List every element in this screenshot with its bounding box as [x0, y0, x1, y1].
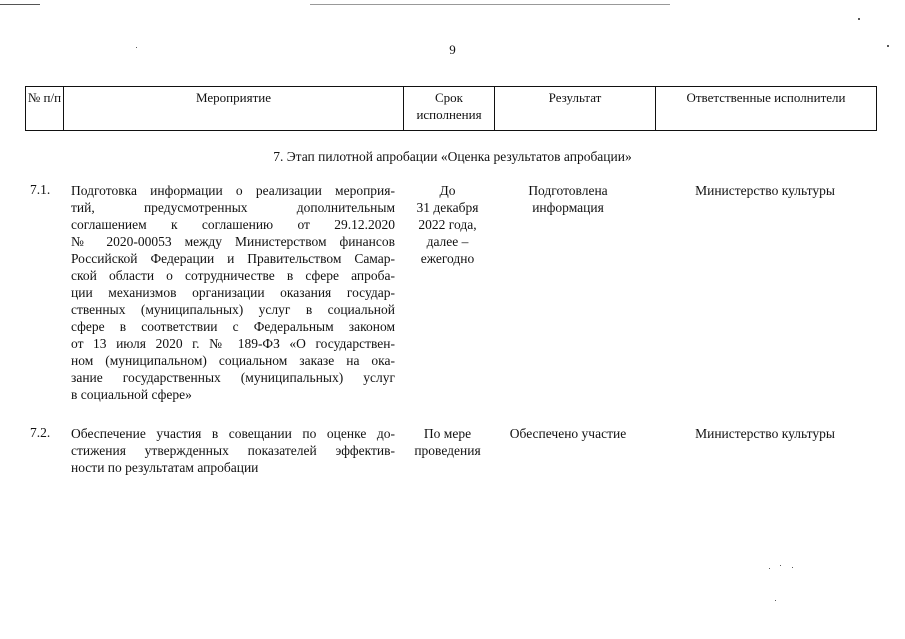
event-line: Российской Федерации и Правительством Самар- [71, 251, 395, 266]
row-result [494, 182, 642, 216]
header-result: Результат [495, 87, 656, 130]
event-line: в социальной сфере» [71, 387, 192, 402]
event-line: Подготовка информации о реализации мероприя- [71, 183, 395, 198]
section-title: 7. Этап пилотной апробации «Оценка результатов апробации» [273, 149, 632, 164]
event-line: ской области о сотрудничестве в сфере апроба- [71, 268, 395, 283]
deadline-line: До [439, 183, 456, 198]
page-number: 9 [449, 42, 456, 57]
top-edge-line [310, 4, 670, 5]
header-num: № п/п [26, 87, 64, 130]
row-number: 7.2. [30, 425, 51, 440]
header-deadline: Срок исполнения [404, 87, 495, 130]
deadline-line: По мере [423, 426, 472, 441]
deadline-line: ежегодно [420, 251, 475, 266]
event-line: стижения утвержденных показателей эффектив- [71, 443, 395, 458]
event-line: № 2020-00053 между Министерством финансов [71, 234, 395, 249]
row-event [71, 182, 395, 403]
header-responsible: Ответственные исполнители [686, 90, 846, 105]
event-line: сфере в соответствии с Федеральным законом [71, 319, 395, 334]
result-line: информация [532, 200, 604, 215]
row-result [494, 425, 642, 442]
deadline-line: 2022 года, [418, 217, 477, 232]
event-line: зание государственных (муниципальных) услуг [71, 370, 395, 385]
event-line: ном (муниципальном) социальном заказе на ока- [71, 353, 395, 368]
row-deadline [401, 425, 494, 459]
row-event [71, 425, 395, 476]
scan-speck [775, 600, 776, 601]
table-header [25, 86, 877, 131]
event-line: от 13 июля 2020 г. № 189-ФЗ «О государствен- [71, 336, 395, 351]
event-line: Обеспечение участия в совещании по оценке до- [71, 426, 395, 441]
scan-speck [769, 568, 770, 569]
event-line: ственных (муниципальных) услуг в социальной [71, 302, 395, 317]
event-line: тий, предусмотренных дополнительным [71, 200, 395, 215]
scan-speck [858, 18, 860, 20]
top-edge-line [0, 4, 40, 5]
result-line: Обеспечено участие [509, 426, 627, 441]
scan-speck [780, 565, 781, 566]
result-line: Подготовлена [528, 183, 608, 198]
deadline-line: проведения [414, 443, 481, 458]
row-responsible: Министерство культуры [695, 183, 835, 198]
row-responsible: Министерство культуры [695, 426, 835, 441]
deadline-line: 31 декабря [416, 200, 479, 215]
row-deadline [401, 182, 494, 267]
event-line: соглашением к соглашению от 29.12.2020 [71, 217, 395, 232]
header-event: Мероприятие [64, 87, 404, 130]
row-number: 7.1. [30, 182, 51, 197]
event-line: ции механизмов организации оказания государ- [71, 285, 395, 300]
event-line: ности по результатам апробации [71, 460, 259, 475]
deadline-line: далее – [426, 234, 469, 249]
scan-speck [792, 567, 793, 568]
